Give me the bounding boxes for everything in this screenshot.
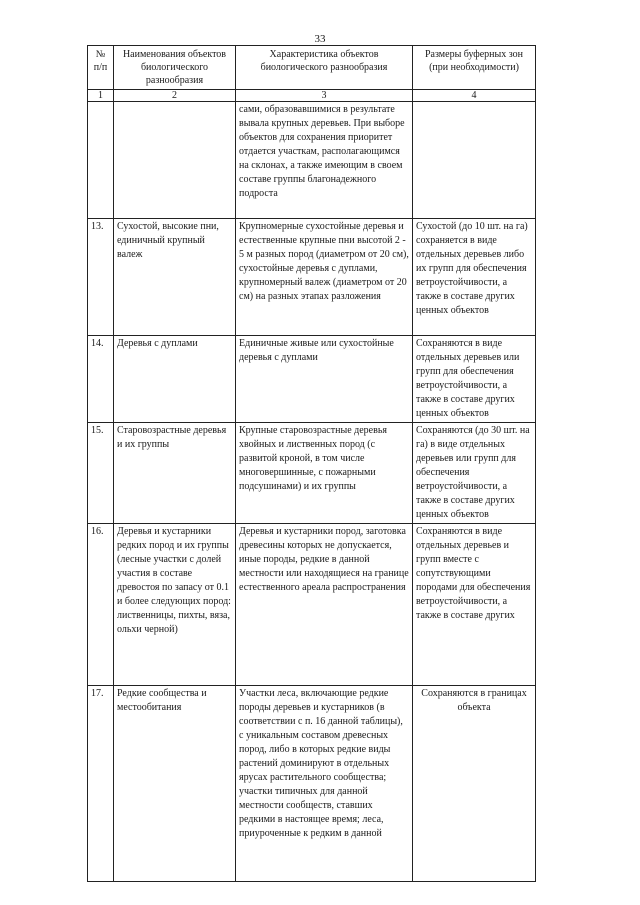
row-num: 16. [88,524,114,686]
row-name: Редкие сообщества и местообитания [114,686,236,882]
row-num [88,102,114,219]
header-name: Наименования объектов биологического разнообразия [114,46,236,90]
page-number: 33 [314,33,326,45]
header-buffer: Размеры буферных зон (при необходимости) [413,46,536,90]
row-buffer: Сохраняются в виде отдельных деревьев и групп вместе с сопутствующими породами для обеспечения ветроустойчивости, а также в составе других [413,524,536,686]
row-characteristic: сами, образовавшимися в результате вывала крупных деревьев. При выборе объектов для сохранения приоритет отдается участкам, располагающимся на склонах, а также имеющим в своем составе группы благонадежного подроста [236,102,413,219]
row-buffer: Сохраняются в виде отдельных деревьев или групп для обеспечения ветроустойчивости, а также в составе других ценных объектов [413,336,536,423]
row-buffer: Сохраняются в границах объекта [413,686,536,882]
row-name: Деревья и кустарники редких пород и их группы (лесные участки с долей участия в составе древостоя по запасу от 0.1 и более следующих пород: лиственницы, пихты, вяза, ольхи черной) [114,524,236,686]
table-header-row [88,46,536,90]
biodiversity-table [87,45,536,882]
table-row [88,102,536,219]
column-index: 4 [413,90,536,102]
row-num: 15. [88,423,114,524]
table-row [88,524,536,686]
column-index: 3 [236,90,413,102]
table-row [88,686,536,882]
row-num: 14. [88,336,114,423]
row-characteristic: Участки леса, включающие редкие породы деревьев и кустарников (в соответствии с п. 16 данной таблицы), с уникальным составом древесных пород, либо в которых редкие виды растений доминируют в отдельных ярусах растительного сообщества; участки типичных для данной местности сообществ, ставших редкими в настоящее время; леса, приуроченные к редким в данной [236,686,413,882]
header-num: № п/п [88,46,114,90]
row-name: Старовозрастные деревья и их группы [114,423,236,524]
table-row [88,336,536,423]
row-characteristic: Деревья и кустарники пород, заготовка древесины которых не допускается, иные породы, редкие в данной местности или находящиеся на границе естественного ареала распространения [236,524,413,686]
row-buffer [413,102,536,219]
row-characteristic: Единичные живые или сухостойные деревья с дуплами [236,336,413,423]
row-characteristic: Крупномерные сухостойные деревья и естественные крупные пни высотой 2 - 5 м разных пород (диаметром от 20 см), сухостойные деревья с дуплами, крупномерный валеж (диаметром от 20 см) на разных этапах разложения [236,219,413,336]
header-characteristic: Характеристика объектов биологического разнообразия [236,46,413,90]
table-row [88,219,536,336]
row-characteristic: Крупные старовозрастные деревья хвойных и лиственных пород (с развитой кроной, в том числе многовершинные, с пожарными подсушинами) и их группы [236,423,413,524]
row-num: 17. [88,686,114,882]
row-num: 13. [88,219,114,336]
row-name: Сухостой, высокие пни, единичный крупный валеж [114,219,236,336]
column-index-row [88,90,536,102]
row-name: Деревья с дуплами [114,336,236,423]
row-buffer: Сухостой (до 10 шт. на га) сохраняется в виде отдельных деревьев либо их групп для обеспечения ветроустойчивости, а также в составе других ценных объектов [413,219,536,336]
row-buffer: Сохраняются (до 30 шт. на га) в виде отдельных деревьев или групп для обеспечения ветроустойчивости, а также в составе других ценных объектов [413,423,536,524]
column-index: 2 [114,90,236,102]
table-row [88,423,536,524]
column-index: 1 [88,90,114,102]
row-name [114,102,236,219]
